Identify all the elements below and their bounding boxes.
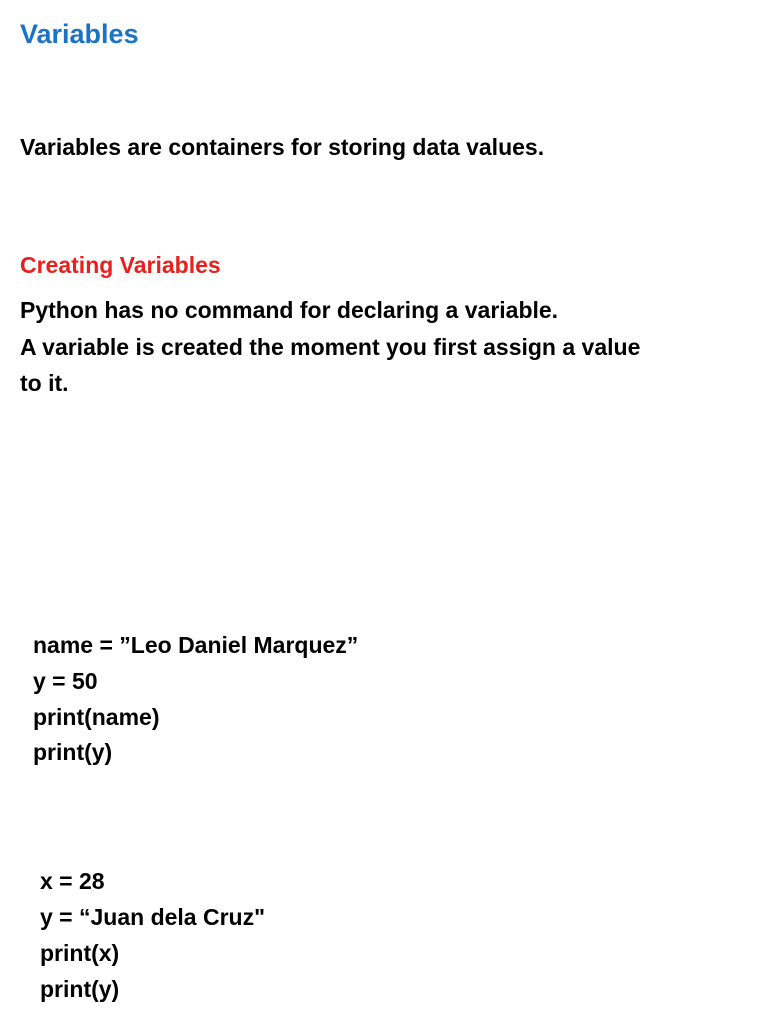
code-line: x = 28 — [40, 868, 105, 894]
paragraph-line: to it. — [20, 370, 69, 396]
code-line: print(x) — [40, 940, 120, 966]
page-title: Variables — [20, 19, 139, 49]
paragraph-line: A variable is created the moment you first assign a value — [20, 334, 641, 360]
code-line: y = “Juan dela Cruz" — [40, 904, 266, 930]
code-line: name = ”Leo Daniel Marquez” — [33, 632, 359, 658]
code-line: print(y) — [33, 739, 113, 765]
code-line: y = 50 — [33, 668, 98, 694]
paragraph-line: Python has no command for declaring a variable. — [20, 297, 559, 323]
code-line: print(y) — [40, 976, 120, 1002]
code-line: print(name) — [33, 704, 160, 730]
section-heading: Creating Variables — [20, 252, 221, 278]
intro-text: Variables are containers for storing data values. — [20, 134, 545, 160]
